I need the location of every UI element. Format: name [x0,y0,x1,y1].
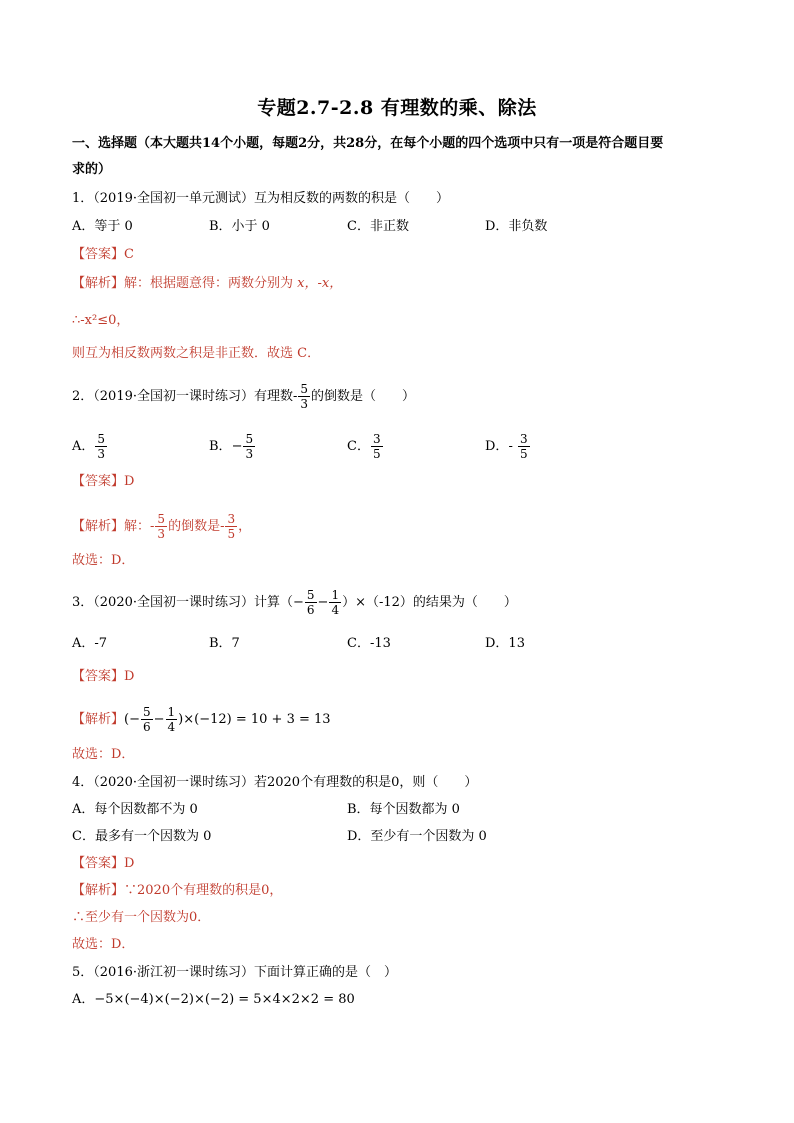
q3-answer [72,667,134,687]
q2-analysis-mid: 的倒数是- [168,519,225,534]
q2-option-c-numerator: 3 [372,432,381,446]
q3-option-b: B．7 [209,636,240,651]
q1-analysis-line3: 则互为相反数两数之积是非正数．故选 C． [72,346,321,361]
q1-stem: 1．（2019·全国初一单元测试）互为相反数的两数的积是（ ） [72,191,449,206]
analysis-label: 【解析】 [72,712,125,727]
answer-label: 【答案】 [72,669,125,684]
q2-option-a-denominator: 3 [97,447,106,461]
q2-stem [72,382,415,411]
q3-calc-denominator-1: 6 [142,720,151,734]
q3-stem [72,588,517,617]
q3-calc-open: (− [124,712,140,727]
q2-stem-suffix: 的倒数是（ ） [311,389,416,404]
q2-option-d-fraction [518,432,530,461]
q1-option-d: D．非负数 [485,219,548,234]
q4-stem: 4．（2020·全国初一课时练习）若2020个有理数的积是0，则（ ） [72,775,478,790]
analysis-label: 【解析】 [72,519,125,534]
analysis-label: 【解析】 [72,883,125,898]
q2-option-a-fraction [95,432,107,461]
q4-answer-value: D [124,856,135,871]
q2-option-b-fraction [243,432,255,461]
q1-option-a: A．等于 0 [72,219,133,234]
q2-conclusion: 故选：D． [72,553,135,568]
q3-stem-numerator-1: 5 [306,588,315,602]
q3-calc-close: )×(−12) = 10 + 3 = 13 [178,712,331,727]
q2-answer-value: D [124,474,135,489]
q1-option-b: B．小于 0 [209,219,270,234]
q2-option-b-denominator: 3 [245,447,254,461]
q2-option-a [72,432,108,461]
q2-option-c [347,432,384,461]
q3-calc-numerator-2: 1 [167,705,176,719]
q2-stem-prefix: 2．（2019·全国初一课时练习）有理数- [72,389,298,404]
q1-analysis [72,274,342,294]
q2-analysis-denominator-1: 3 [157,527,166,541]
q2-analysis-numerator-1: 5 [157,512,166,526]
q2-option-c-denominator: 5 [372,447,381,461]
q4-analysis [72,881,282,901]
q3-conclusion: 故选：D． [72,747,135,762]
q4-analysis-line1: ∵2020个有理数的积是0， [124,883,283,898]
q3-option-c: C．-13 [347,636,391,651]
q2-analysis-numerator-2: 3 [227,512,236,526]
q2-option-d-letter: D． [485,439,509,454]
q1-option-c: C．非正数 [347,219,409,234]
q3-calc-fraction-2 [166,705,178,734]
q2-option-d-numerator: 3 [519,432,528,446]
q3-option-a: A．-7 [72,636,108,651]
q5-option-a: A．−5×(−4)×(−2)×(−2) = 5×4×2×2 = 80 [72,992,355,1007]
q1-analysis-line2: ∴-x²≤0， [72,313,130,328]
q2-option-b-letter: B． [209,439,232,454]
q3-calc-minus: − [153,712,165,727]
q1-analysis-text: 解：根据题意得：两数分别为 [124,276,294,291]
q2-stem-numerator: 5 [300,382,309,396]
analysis-label: 【解析】 [72,276,125,291]
q3-stem-suffix: ）×（-12）的结果为（ ） [342,595,517,610]
q4-conclusion: 故选：D． [72,937,135,952]
q2-option-b-numerator: 5 [245,432,254,446]
section-heading-line1: 一、选择题（本大题共14个小题，每题2分，共28分，在每个小题的四个选项中只有一项是符合题目要 [72,136,664,151]
q2-option-d-denominator: 5 [519,447,528,461]
q2-analysis-end: ， [238,519,252,534]
q1-analysis-vars: x，-x， [297,276,343,291]
q3-stem-denominator-2: 4 [331,603,340,617]
q4-answer [72,854,134,874]
answer-label: 【答案】 [72,856,125,871]
q3-stem-fraction-2 [329,588,341,617]
q2-option-d [485,432,531,461]
q3-calc-numerator-1: 5 [142,705,151,719]
q1-answer-value: C [124,247,134,262]
q5-stem: 5．（2016·浙江初一课时练习）下面计算正确的是（ ） [72,965,397,980]
q3-stem-prefix: 3．（2020·全国初一课时练习）计算（− [72,595,304,610]
q2-option-a-letter: A． [72,439,95,454]
q2-option-b [209,432,256,461]
q3-calc-denominator-2: 4 [167,720,176,734]
q4-option-c: C．最多有一个因数为 0 [72,829,212,844]
q4-analysis-line2: ∴至少有一个因数为0． [72,910,211,925]
q2-option-d-sign: - [508,439,513,454]
q3-stem-denominator-1: 6 [306,603,315,617]
q4-option-d: D．至少有一个因数为 0 [347,829,487,844]
q2-option-a-numerator: 5 [97,432,106,446]
q2-answer [72,472,134,492]
answer-label: 【答案】 [72,474,125,489]
answer-label: 【答案】 [72,247,125,262]
q3-option-d: D．13 [485,636,525,651]
q4-option-b: B．每个因数都为 0 [347,802,460,817]
q2-analysis-prefix: 解：- [124,519,155,534]
q3-stem-numerator-2: 1 [331,588,340,602]
q3-stem-fraction-1 [305,588,317,617]
q3-analysis [72,705,331,734]
q2-option-c-letter: C． [347,439,370,454]
page-title: 专题2.7-2.8 有理数的乘、除法 [257,97,537,119]
q2-option-c-fraction [371,432,383,461]
q3-calc-fraction-1 [141,705,153,734]
q4-option-a: A．每个因数都不为 0 [72,802,198,817]
q2-stem-fraction [298,382,310,411]
q3-answer-value: D [124,669,135,684]
q2-analysis [72,512,251,541]
q2-analysis-fraction-2 [225,512,237,541]
q2-analysis-fraction-1 [155,512,167,541]
q3-stem-minus: − [317,595,329,610]
q2-option-b-sign: − [231,439,243,454]
q2-analysis-denominator-2: 5 [227,527,236,541]
section-heading-line2: 求的） [72,162,112,177]
q2-stem-denominator: 3 [300,397,309,411]
q1-answer [72,245,134,265]
